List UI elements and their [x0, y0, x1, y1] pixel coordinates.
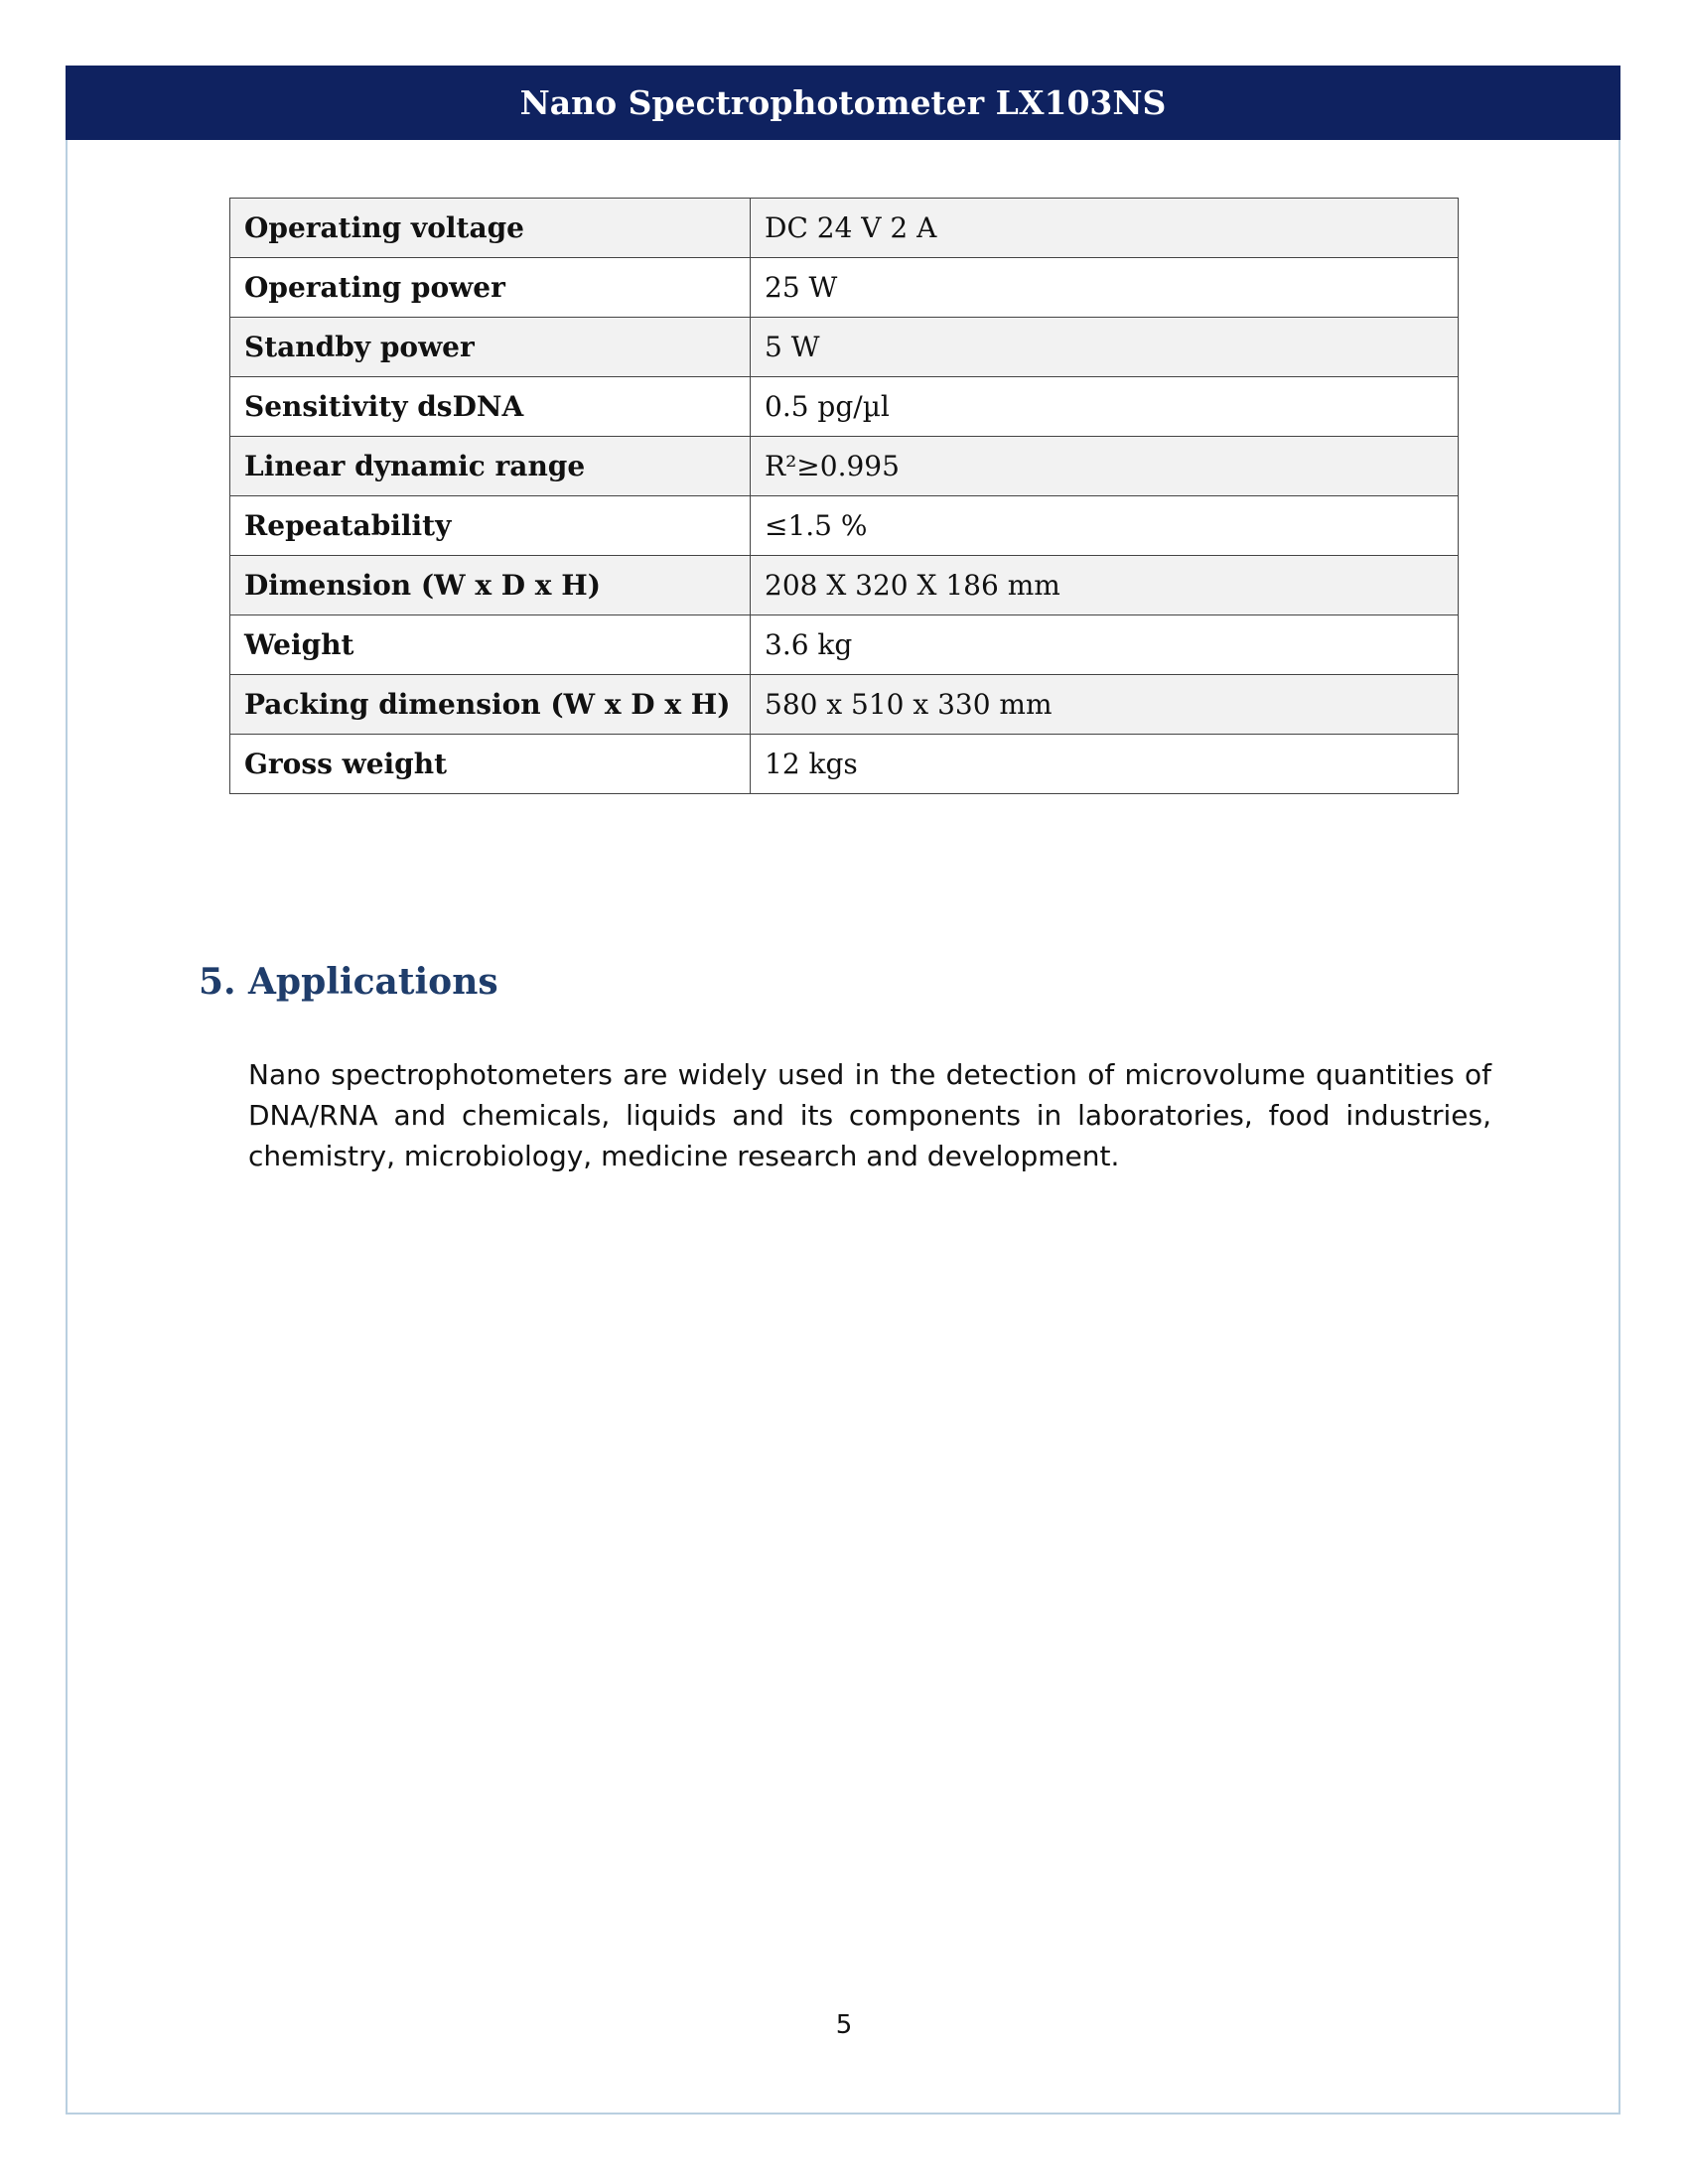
- table-row: [230, 496, 1459, 556]
- spec-label: Sensitivity dsDNA: [230, 377, 751, 437]
- spec-value: R²≥0.995: [751, 437, 1459, 496]
- table-row: [230, 377, 1459, 437]
- spec-label: Linear dynamic range: [230, 437, 751, 496]
- spec-value: 580 x 510 x 330 mm: [751, 675, 1459, 735]
- spec-label: Dimension (W x D x H): [230, 556, 751, 615]
- table-row: [230, 735, 1459, 794]
- document-title: Nano Spectrophotometer LX103NS: [519, 83, 1167, 122]
- spec-label: Operating power: [230, 258, 751, 318]
- spec-value: 208 X 320 X 186 mm: [751, 556, 1459, 615]
- spec-value: DC 24 V 2 A: [751, 199, 1459, 258]
- specifications-table: [229, 198, 1459, 794]
- spec-value: ≤1.5 %: [751, 496, 1459, 556]
- spec-label: Gross weight: [230, 735, 751, 794]
- spec-label: Packing dimension (W x D x H): [230, 675, 751, 735]
- spec-label: Standby power: [230, 318, 751, 377]
- section-heading: [199, 961, 498, 1003]
- table-row: [230, 675, 1459, 735]
- table-row: [230, 615, 1459, 675]
- spec-label: Repeatability: [230, 496, 751, 556]
- spec-value: 0.5 pg/µl: [751, 377, 1459, 437]
- page-number: 5: [835, 2010, 853, 2040]
- spec-value: 25 W: [751, 258, 1459, 318]
- section-title: Applications: [248, 961, 498, 1003]
- spec-value: 3.6 kg: [751, 615, 1459, 675]
- table-row: [230, 258, 1459, 318]
- table-row: [230, 199, 1459, 258]
- section-body-paragraph: Nano spectrophotometers are widely used in the detection of microvolume quantities of DNA/RNA and chemicals, liquids and its components in laboratories, food industries, chemistry, microbiology, medicine research and development.: [248, 1058, 1491, 1172]
- spec-label: Weight: [230, 615, 751, 675]
- document-header: [66, 66, 1620, 140]
- spec-value: 12 kgs: [751, 735, 1459, 794]
- section-number: 5.: [199, 961, 236, 1003]
- table-row: [230, 437, 1459, 496]
- spec-value: 5 W: [751, 318, 1459, 377]
- table-row: [230, 318, 1459, 377]
- spec-label: Operating voltage: [230, 199, 751, 258]
- table-row: [230, 556, 1459, 615]
